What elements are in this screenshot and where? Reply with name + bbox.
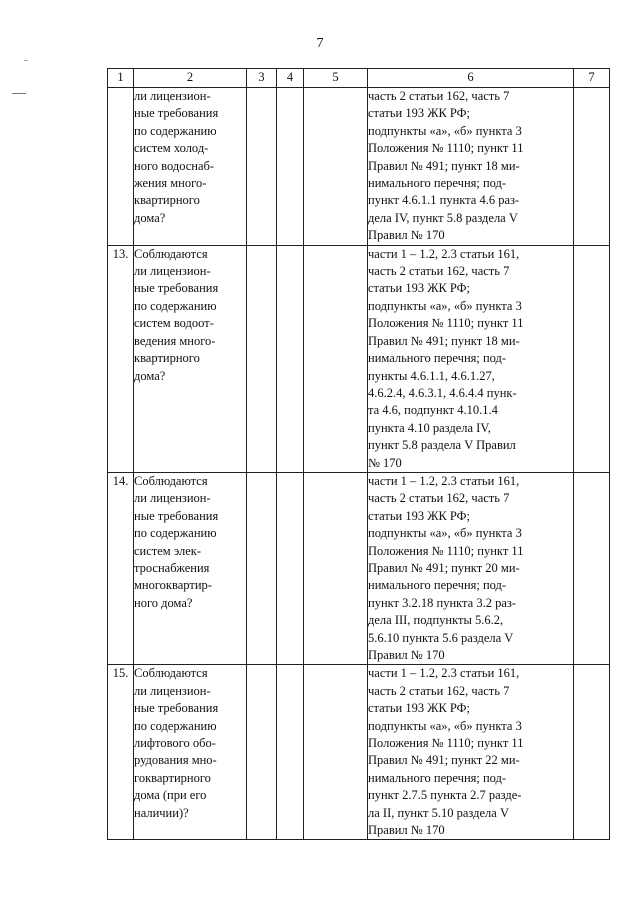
notes-cell xyxy=(574,472,610,664)
question-line: квартирного xyxy=(134,351,200,366)
legal-reference-line: пункт 5.8 раздела V Правил xyxy=(368,438,516,453)
legal-reference-line: пункты 4.6.1.1, 4.6.1.27, xyxy=(368,368,495,383)
question-line: по содержанию xyxy=(134,526,217,541)
empty-cell xyxy=(277,472,304,664)
table-row xyxy=(108,665,610,840)
column-header: 3 xyxy=(247,69,277,88)
question-line: по содержанию xyxy=(134,298,217,313)
empty-cell xyxy=(247,245,277,472)
table-row xyxy=(108,245,610,472)
legal-reference-line: статьи 193 ЖК РФ; xyxy=(368,508,470,523)
legal-reference-line: пункта 4.10 раздела IV, xyxy=(368,420,491,435)
legal-reference-line: Положения № 1110; пункт 11 xyxy=(368,141,524,156)
legal-reference-line: часть 2 статьи 162, часть 7 xyxy=(368,491,510,506)
column-header: 4 xyxy=(277,69,304,88)
legal-reference-line: пункт 2.7.5 пункта 2.7 разде- xyxy=(368,788,522,803)
question-line: ные требования xyxy=(134,281,219,296)
question-line: по содержанию xyxy=(134,718,217,733)
legal-reference-line: 5.6.10 пункта 5.6 раздела V xyxy=(368,630,514,645)
legal-reference-line: Правил № 170 xyxy=(368,648,445,662)
question-line: Соблюдаются xyxy=(134,666,208,681)
legal-reference-line: подпункты «а», «б» пункта 3 xyxy=(368,298,522,313)
column-header: 5 xyxy=(304,69,368,88)
margin-mark xyxy=(24,60,28,61)
legal-reference-line: ла II, пункт 5.10 раздела V xyxy=(368,805,509,820)
legal-reference-line: Правил № 170 xyxy=(368,228,445,243)
legal-reference-line: дела IV, пункт 5.8 раздела V xyxy=(368,210,518,225)
legal-reference-line: та 4.6, подпункт 4.10.1.4 xyxy=(368,403,498,418)
question-line: дома? xyxy=(134,210,166,225)
notes-cell xyxy=(574,245,610,472)
empty-cell xyxy=(277,88,304,246)
page-number: 7 xyxy=(316,36,324,51)
requirement-question xyxy=(134,665,247,840)
legal-reference xyxy=(368,472,574,664)
question-line: гоквартирного xyxy=(134,770,211,785)
question-line: рудования мно- xyxy=(134,753,217,768)
question-line: систем элек- xyxy=(134,543,201,558)
column-header: 7 xyxy=(574,69,610,88)
legal-reference-line: № 170 xyxy=(368,455,402,470)
legal-reference-line: часть 2 статьи 162, часть 7 xyxy=(368,89,510,103)
question-line: квартирного xyxy=(134,193,200,208)
question-line: ведения много- xyxy=(134,333,216,348)
item-number xyxy=(108,88,134,246)
legal-reference-line: Правил № 170 xyxy=(368,823,445,838)
column-header: 2 xyxy=(134,69,247,88)
table-header-row xyxy=(108,69,610,88)
question-line: Соблюдаются xyxy=(134,246,208,261)
question-line: ли лицензион- xyxy=(134,491,211,506)
column-header: 6 xyxy=(368,69,574,88)
legal-reference xyxy=(368,245,574,472)
question-line: ные требования xyxy=(134,508,219,523)
legal-reference-line: Положения № 1110; пункт 11 xyxy=(368,316,524,331)
legal-reference-line: 4.6.2.4, 4.6.3.1, 4.6.4.4 пунк- xyxy=(368,385,517,400)
legal-reference-line: нимального перечня; под- xyxy=(368,770,507,785)
question-line: ного дома? xyxy=(134,595,193,610)
legal-reference-line: Правил № 491; пункт 18 ми- xyxy=(368,158,520,173)
legal-reference xyxy=(368,665,574,840)
question-line: ные требования xyxy=(134,701,219,716)
margin-mark xyxy=(12,93,26,94)
legal-reference-line: Правил № 491; пункт 20 ми- xyxy=(368,560,520,575)
question-line: троснабжения xyxy=(134,560,210,575)
legal-reference-line: Положения № 1110; пункт 11 xyxy=(368,543,524,558)
empty-cell xyxy=(304,665,368,840)
empty-cell xyxy=(277,665,304,840)
question-line: ного водоснаб- xyxy=(134,158,215,173)
question-line: многоквартир- xyxy=(134,578,212,593)
question-line: ные требования xyxy=(134,106,219,121)
requirement-question xyxy=(134,245,247,472)
table-row xyxy=(108,88,610,246)
empty-cell xyxy=(304,88,368,246)
legal-reference-line: нимального перечня; под- xyxy=(368,176,507,191)
empty-cell xyxy=(247,472,277,664)
legal-reference-line: подпункты «а», «б» пункта 3 xyxy=(368,526,522,541)
requirement-question xyxy=(134,88,247,246)
legal-reference-line: нимального перечня; под- xyxy=(368,351,507,366)
legal-reference-line: часть 2 статьи 162, часть 7 xyxy=(368,683,510,698)
requirement-question xyxy=(134,472,247,664)
notes-cell xyxy=(574,88,610,246)
legal-reference-line: подпункты «а», «б» пункта 3 xyxy=(368,123,522,138)
column-header: 1 xyxy=(108,69,134,88)
item-number: 13. xyxy=(108,245,134,472)
legal-reference-line: статьи 193 ЖК РФ; xyxy=(368,281,470,296)
legal-reference-line: части 1 – 1.2, 2.3 статьи 161, xyxy=(368,473,520,488)
legal-reference-line: нимального перечня; под- xyxy=(368,578,507,593)
question-line: ли лицензион- xyxy=(134,264,211,279)
legal-reference xyxy=(368,88,574,246)
legal-reference-line: часть 2 статьи 162, часть 7 xyxy=(368,264,510,279)
question-line: систем холод- xyxy=(134,141,209,156)
question-line: ли лицензион- xyxy=(134,683,211,698)
empty-cell xyxy=(304,245,368,472)
legal-reference-line: части 1 – 1.2, 2.3 статьи 161, xyxy=(368,246,520,261)
question-line: по содержанию xyxy=(134,123,217,138)
legal-reference-line: дела III, подпункты 5.6.2, xyxy=(368,613,504,628)
legal-reference-line: статьи 193 ЖК РФ; xyxy=(368,701,470,716)
question-line: систем водоот- xyxy=(134,316,214,331)
legal-reference-line: статьи 193 ЖК РФ; xyxy=(368,106,470,121)
item-number: 15. xyxy=(108,665,134,840)
table-body xyxy=(108,88,610,840)
question-line: Соблюдаются xyxy=(134,473,208,488)
legal-reference-line: пункт 4.6.1.1 пункта 4.6 раз- xyxy=(368,193,520,208)
legal-reference-line: Правил № 491; пункт 18 ми- xyxy=(368,333,520,348)
question-line: дома? xyxy=(134,368,166,383)
legal-reference-line: части 1 – 1.2, 2.3 статьи 161, xyxy=(368,666,520,681)
notes-cell xyxy=(574,665,610,840)
item-number: 14. xyxy=(108,472,134,664)
empty-cell xyxy=(247,665,277,840)
empty-cell xyxy=(304,472,368,664)
legal-reference-line: пункт 3.2.18 пункта 3.2 раз- xyxy=(368,595,516,610)
empty-cell xyxy=(277,245,304,472)
question-line: дома (при его xyxy=(134,788,207,803)
table-row xyxy=(108,472,610,664)
legal-reference-line: подпункты «а», «б» пункта 3 xyxy=(368,718,522,733)
empty-cell xyxy=(247,88,277,246)
legal-reference-line: Правил № 491; пункт 22 ми- xyxy=(368,753,520,768)
legal-reference-line: Положения № 1110; пункт 11 xyxy=(368,736,524,751)
question-line: ли лицензион- xyxy=(134,89,211,103)
question-line: наличии)? xyxy=(134,805,189,820)
question-line: лифтового обо- xyxy=(134,736,216,751)
requirements-table xyxy=(107,68,610,840)
question-line: жения много- xyxy=(134,176,207,191)
